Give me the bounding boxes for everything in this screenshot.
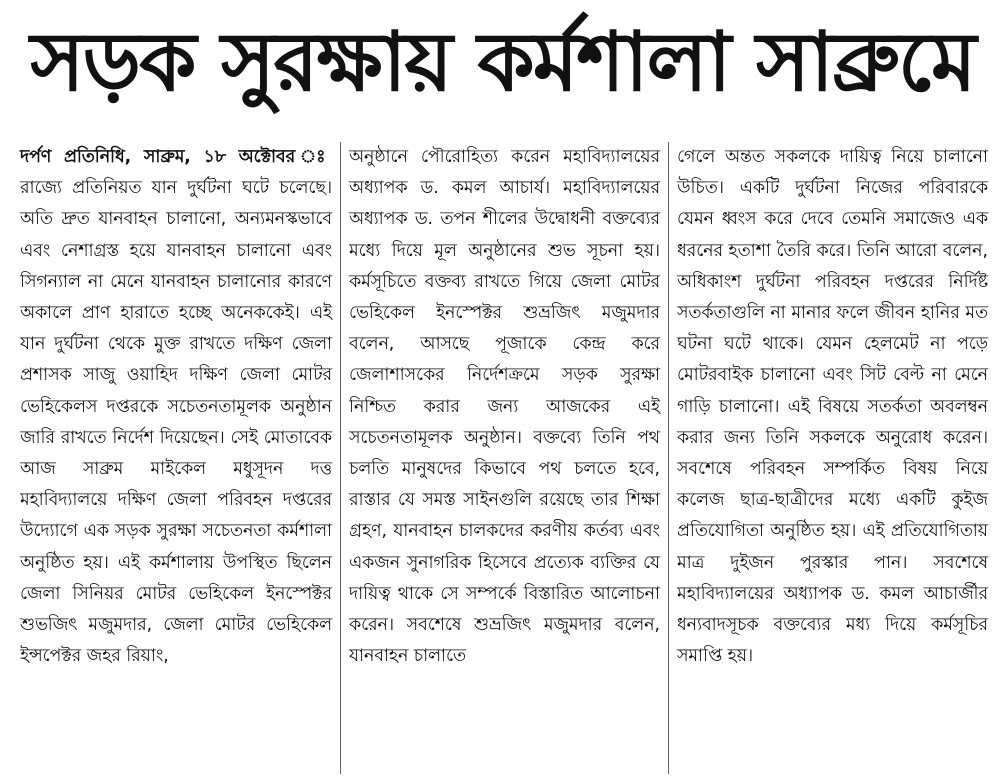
- article-column-3: [668, 142, 996, 774]
- column-3-text: গেলে অন্তত সকলকে দায়িত্ব নিয়ে চালানো উচিত। একটি দুর্ঘটনা নিজের পরিবারকে যেমন ধ্বংস করে দেবে তেমনি সমাজেও এক ধরনের হতাশা তৈরি করে। তিনি আরো বলেন, অধিকাংশ দুর্ঘটনা পরিবহন দপ্তরের নির্দিষ্ট সতর্কতাগুলি না মানার ফলে জীবন হানির মত ঘটনা ঘটে থাকে। যেমন হেলমেট না পড়ে মোটরবাইক চালানো এবং সিট বেল্ট না মেনে গাড়ি চালানো। এই বিষয়ে সতর্কতা অবলম্বন করার জন্য তিনি সকলকে অনুরোধ করেন। সবশেষে পরিবহন সম্পর্কিত বিষয় নিয়ে কলেজ ছাত্র-ছাত্রীদের মধ্যে একটি কুইজ প্রতিযোগিতা অনুষ্ঠিত হয়। এই প্রতিযোগিতায় মাত্র দুইজন পুরস্কার পান। সবশেষে মহাবিদ্যালয়ের অধ্যাপক ড. কমল আচার্জীর ধন্যবাদসূচক বক্তব্যের মধ্য দিয়ে কর্মসূচির সমাপ্তি হয়।: [677, 147, 988, 667]
- article-column-1: [12, 142, 340, 774]
- article-dateline: দর্পণ প্রতিনিধি, সাব্রুম, ১৮ অক্টোবর ঃ: [20, 147, 332, 167]
- article-body: [12, 142, 996, 774]
- column-2-text: অনুষ্ঠানে পৌরোহিত্য করেন মহাবিদ্যালয়ের অধ্যাপক ড. কমল আচার্য। মহাবিদ্যালয়ের অধ্যাপক ড. তপন শীলের উদ্বোধনী বক্তব্যের মধ্যে দিয়ে মূল অনুষ্ঠানের শুভ সূচনা হয়। কর্মসূচিতে বক্তব্য রাখতে গিয়ে জেলা মোটর ভেহিকেল ইনস্পেক্টর শুভ্রজিৎ মজুমদার বলেন, আসছে পূজাকে কেন্দ্র করে জেলাশাসকের নির্দেশক্রমে সড়ক সুরক্ষা নিশ্চিত করার জন্য আজকের এই সচেতনতামূলক অনুষ্ঠান। বক্তব্যে তিনি পথ চলতি মানুষদের কিভাবে পথ চলতে হবে, রাস্তার যে সমস্ত সাইনগুলি রয়েছে তার শিক্ষা গ্রহণ, যানবাহন চালকদের করণীয় কর্তব্য এবং একজন সুনাগরিক হিসেবে প্রত্যেক ব্যক্তির যে দায়িত্ব থাকে সে সম্পর্কে বিস্তারিত আলোচনা করেন। সবশেষে শুভ্রজিৎ মজুমদার বলেন, যানবাহন চালাতে: [349, 147, 660, 667]
- column-1-text: রাজ্যে প্রতিনিয়ত যান দুর্ঘটনা ঘটে চলেছে। অতি দ্রুত যানবাহন চালানো, অন্যমনস্কভাবে এবং নেশাগ্রস্ত হয়ে যানবাহন চালানো এবং সিগন্যাল না মেনে যানবাহন চালানোর কারণে অকালে প্রাণ হারাতে হচ্ছে অনেককেই। এই যান দুর্ঘটনা থেকে মুক্ত রাখতে দক্ষিণ জেলা প্রশাসক সাজু ওয়াহিদ দক্ষিণ জেলা মোটর ভেহিকেলস দপ্তরকে সচেতনতামূলক অনুষ্ঠান জারি রাখতে নির্দেশ দিয়েছেন। সেই মোতাবেক আজ সাব্রুম মাইকেল মধুসূদন দত্ত মহাবিদ্যালয়ে দক্ষিণ জেলা পরিবহন দপ্তরের উদ্যোগে এক সড়ক সুরক্ষা সচেতনতা কর্মশালা অনুষ্ঠিত হয়। এই কর্মশালায় উপস্থিত ছিলেন জেলা সিনিয়র মোটর ভেহিকেল ইনস্পেক্টর শুভজিৎ মজুমদার, জেলা মোটর ভেহিকেল ইন্সপেক্টর জহর রিয়াং,: [20, 178, 332, 667]
- article-column-2: [340, 142, 668, 774]
- article-paragraph: [20, 142, 332, 672]
- article-headline: সড়ক সুরক্ষায় কর্মশালা সাব্রুমে: [30, 15, 975, 110]
